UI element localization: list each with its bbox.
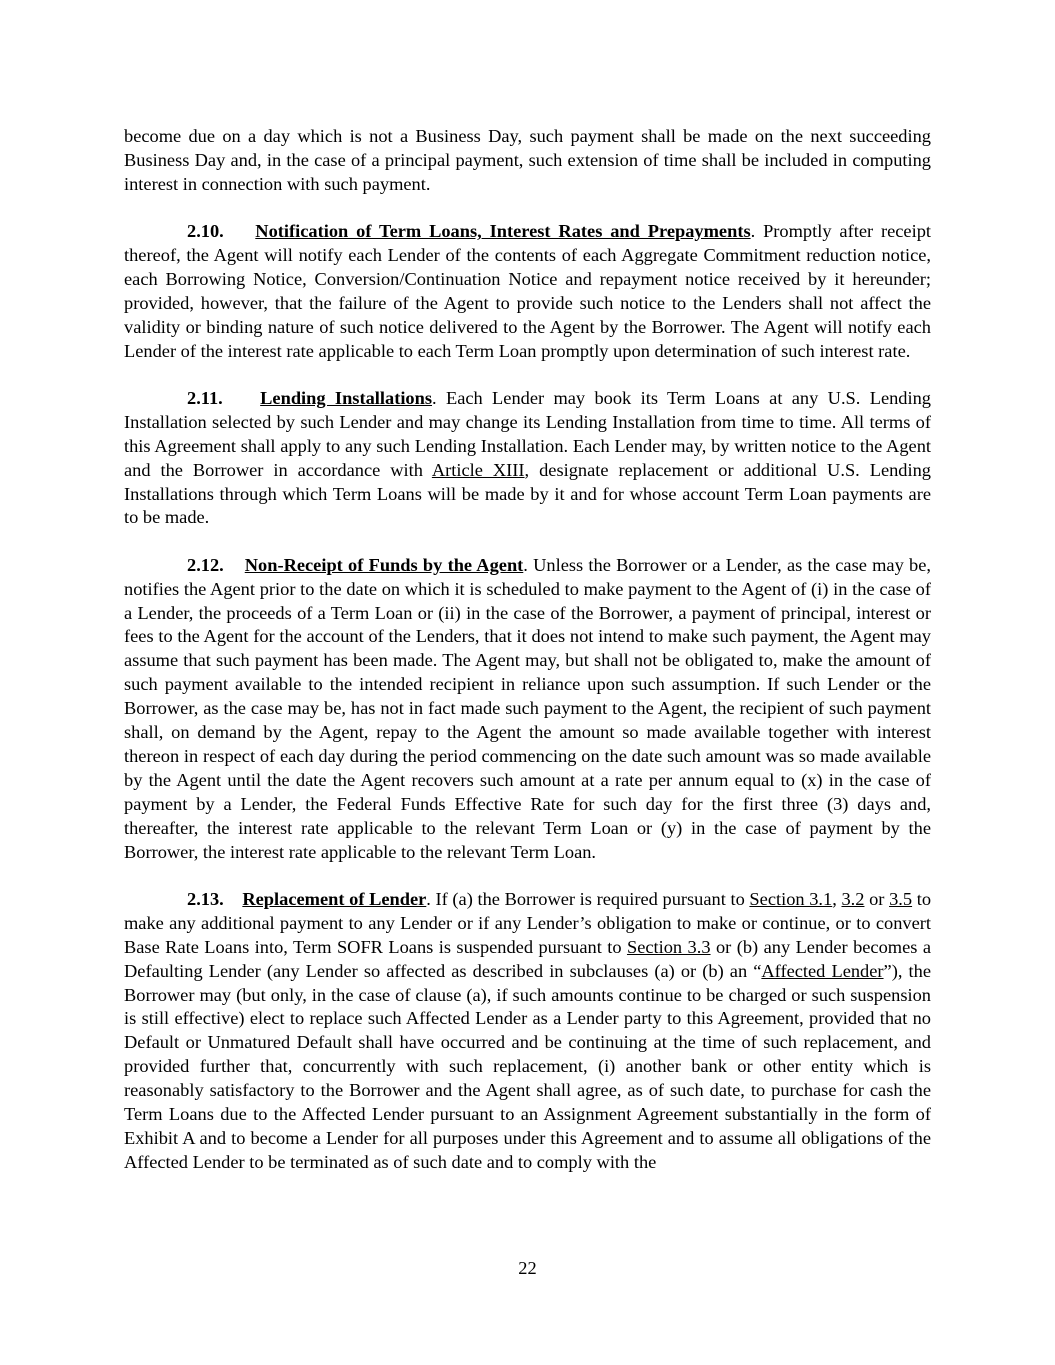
- section-body: or: [864, 888, 890, 909]
- cross-reference: Article XIII: [431, 459, 525, 480]
- section-body: . If (a) the Borrower is required pursuant to: [426, 888, 750, 909]
- section-number: 2.12.: [187, 554, 224, 575]
- section-title: Lending Installations: [260, 387, 433, 408]
- section-body: ,: [832, 888, 842, 909]
- section-title: Replacement of Lender: [242, 888, 427, 909]
- page-number: 22: [518, 1258, 537, 1278]
- document-page: [124, 125, 931, 1175]
- defined-term: Affected Lender: [761, 960, 884, 981]
- section-number: 2.10.: [187, 221, 224, 242]
- section-2-12: [124, 554, 931, 865]
- cross-reference: 3.5: [889, 888, 913, 909]
- section-body: or (b) any Lender becomes a Defaulting Lender (any Lender so affected as described in subclauses (a) or (b) an “: [124, 936, 931, 981]
- section-title: Notification of Term Loans, Interest Rates and Prepayments: [255, 221, 751, 242]
- cross-reference: Section 3.1: [749, 888, 833, 909]
- section-body: , designate replacement or additional U.S. Lending Installations through which Term Loans will be made by it and for whose account Term Loan payments are to be made.: [124, 459, 932, 528]
- section-number: 2.11.: [187, 387, 223, 408]
- section-body: ”), the Borrower may (but only, in the case of clause (a), if such amounts continue to be charged or such suspension is still effective) elect to replace such Affected Lender as a Lender party to this Agreement, provided that no Default or Unmatured Default shall have occurred and be continuing at the time of such replacement, and provided further that, concurrently with such replacement, (i) another bank or other entity which is reasonably satisfactory to the Borrower and the Agent shall agree, as of such date, to purchase for cash the Term Loans due to the Affected Lender pursuant to an Assignment Agreement substantially in the form of Exhibit A and to become a Lender for all purposes under this Agreement and to assume all obligations of the Affected Lender to be terminated as of such date and to comply with the: [124, 960, 931, 1172]
- section-title: Non-Receipt of Funds by the Agent: [244, 554, 524, 575]
- cross-reference: Section 3.3: [626, 936, 711, 957]
- section-number: 2.13.: [187, 888, 224, 909]
- section-2-10: [124, 220, 931, 363]
- section-body: to make any additional payment to any Lender or if any Lender’s obligation to make or continue, or to convert Base Rate Loans into, Term SOFR Loans is suspended pursuant to: [124, 888, 932, 957]
- section-2-13: [124, 888, 931, 1175]
- section-2-11: [124, 387, 931, 530]
- section-body: . Unless the Borrower or a Lender, as the case may be, notifies the Agent prior to the date on which it is scheduled to make payment to the Agent of (i) in the case of a Lender, the proceeds of a Term Loan or (ii) in the case of the Borrower, a payment of principal, interest or fees to the Agent for the account of the Lenders, that it does not intend to make such payment, the Agent may assume that such payment has been made. The Agent may, but shall not be obligated to, make the amount of such payment available to the intended recipient in reliance upon such assumption. If such Lender or the Borrower, as the case may be, has not in fact made such payment to the Agent, the recipient of such payment shall, on demand by the Agent, repay to the Agent the amount so made available together with interest thereon in respect of each day during the period commencing on the date such amount was so made available by the Agent until the date the Agent recovers such amount at a rate per annum equal to (x) in the case of payment by a Lender, the Federal Funds Effective Rate for such day for the first three (3) days and, thereafter, the interest rate applicable to the relevant Term Loan or (y) in the case of payment by the Borrower, the interest rate applicable to the relevant Term Loan.: [124, 554, 931, 862]
- continuation-paragraph: become due on a day which is not a Business Day, such payment shall be made on the next succeeding Business Day and, in the case of a principal payment, such extension of time shall be included in computing interest in connection with such payment.: [124, 126, 931, 194]
- section-body: . Each Lender may book its Term Loans at any U.S. Lending Installation selected by such Lender and may change its Lending Installation from time to time. All terms of this Agreement shall apply to any such Lending Installation. Each Lender may, by written notice to the Agent and the Borrower in accordance with: [124, 387, 932, 480]
- cross-reference: 3.2: [841, 888, 865, 909]
- section-body: . Promptly after receipt thereof, the Agent will notify each Lender of the contents of each Aggregate Commitment reduction notice, each Borrowing Notice, Conversion/Continuation Notice and repayment notice received by it hereunder; provided, however, that the failure of the Agent to provide such notice to the Lenders shall not affect the validity or binding nature of such notice delivered to the Agent by the Borrower. The Agent will notify each Lender of the interest rate applicable to each Term Loan promptly upon determination of such interest rate.: [124, 221, 932, 361]
